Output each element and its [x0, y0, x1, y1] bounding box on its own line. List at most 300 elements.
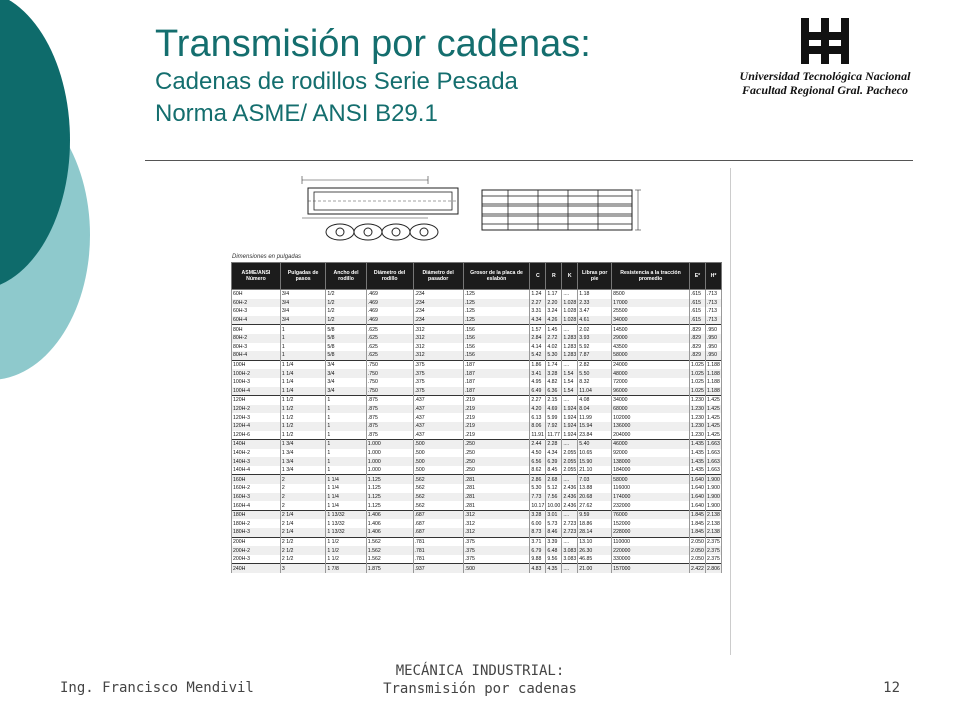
table-cell: .950 — [705, 351, 721, 360]
table-cell: 138000 — [612, 457, 690, 466]
table-cell: .234 — [413, 290, 463, 299]
table-cell: 3/4 — [326, 378, 366, 387]
table-cell: 3.31 — [530, 307, 546, 316]
table-cell: .829 — [689, 351, 705, 360]
table-cell: 200H-3 — [232, 555, 281, 564]
table-cell: 1.406 — [366, 519, 413, 528]
table-cell: .437 — [413, 413, 463, 422]
table-cell: 2.050 — [690, 547, 704, 554]
table-cell: 2.68 — [546, 475, 562, 484]
table-cell: 204000 — [612, 431, 690, 440]
table-cell: .... — [562, 510, 578, 519]
table-cell: .312 — [413, 351, 463, 360]
table-cell: 1.435 — [690, 449, 704, 456]
table-cell: .375 — [413, 387, 463, 396]
table-cell: 1.924 — [563, 414, 577, 421]
table-cell: 4.95 — [530, 378, 546, 387]
title-subtitle: Cadenas de rodillos Serie Pesada — [155, 68, 518, 95]
table-cell: .156 — [463, 334, 530, 343]
table-cell: 8.73 — [530, 528, 546, 537]
table-row — [232, 449, 722, 458]
table-cell: 1.86 — [530, 360, 546, 369]
table-cell: 34000 — [612, 396, 690, 405]
table-cell: 1.562 — [366, 546, 413, 555]
table-cell: 1 — [280, 325, 325, 334]
table-cell: 3.28 — [530, 510, 546, 519]
table-cell: 180H-2 — [232, 519, 281, 528]
table-header-cell: Grosor de la placa de eslabón — [463, 263, 530, 290]
table-cell: 1.025 — [690, 370, 704, 377]
title-main: Transmisión por cadenas: — [155, 23, 591, 65]
table-cell: 136000 — [612, 422, 690, 431]
table-cell: 2.050 — [690, 538, 704, 545]
table-cell: 2.33 — [578, 299, 612, 308]
table-cell: 6.36 — [546, 387, 562, 396]
table-cell: .625 — [366, 351, 413, 360]
table-cell: 220000 — [612, 546, 690, 555]
table-cell: .437 — [413, 422, 463, 431]
table-cell: 1.663 — [706, 458, 720, 465]
table-cell: 6.49 — [530, 387, 546, 396]
table-cell: .375 — [463, 537, 530, 546]
table-cell: 2.138 — [706, 512, 720, 519]
table-cell: .219 — [463, 405, 530, 414]
table-cell: 24000 — [612, 360, 690, 369]
table-cell: 1 — [280, 334, 325, 343]
slide-number: 12 — [883, 680, 900, 696]
table-cell: .... — [562, 325, 578, 334]
table-cell: 1.435 — [690, 458, 704, 465]
table-cell: 1.845 — [690, 512, 704, 519]
table-cell: 1 7/8 — [326, 564, 366, 573]
footer-course — [370, 662, 590, 698]
table-cell: .281 — [463, 501, 530, 510]
table-header-cell: Diámetro del rodillo — [366, 263, 413, 290]
table-row — [232, 440, 722, 449]
table-header-cell: R — [546, 263, 562, 290]
table-cell: .562 — [413, 475, 463, 484]
table-cell: 1.900 — [706, 493, 720, 500]
table-cell: 120H-6 — [232, 431, 281, 440]
table-cell: 1 1/2 — [326, 555, 366, 564]
table-row — [232, 413, 722, 422]
table-cell: 8.06 — [530, 422, 546, 431]
table-cell: 3.083 — [563, 547, 577, 554]
table-cell: 2 1/4 — [280, 510, 325, 519]
table-cell: .... — [562, 290, 578, 299]
table-cell: 1 — [326, 405, 366, 414]
table-cell: .625 — [366, 325, 413, 334]
table-row — [232, 343, 722, 352]
table-cell: .500 — [413, 457, 463, 466]
table-cell: 1.188 — [706, 379, 720, 386]
table-cell: 4.14 — [530, 343, 546, 352]
table-cell: .625 — [366, 334, 413, 343]
table-cell: 174000 — [612, 493, 690, 502]
table-cell: 2.44 — [530, 440, 546, 449]
table-cell: 1.000 — [366, 449, 413, 458]
table-cell: 1 — [280, 343, 325, 352]
table-cell: 1 1/4 — [280, 360, 325, 369]
table-cell: 7.03 — [578, 475, 612, 484]
table-cell: .... — [562, 440, 578, 449]
table-cell: .... — [562, 360, 578, 369]
table-cell: 1/2 — [326, 290, 366, 299]
table-cell: 4.35 — [546, 564, 562, 573]
table-cell: 2.82 — [578, 360, 612, 369]
table-cell: 1.283 — [563, 335, 577, 342]
table-row — [232, 405, 722, 414]
table-cell: 1 — [326, 440, 366, 449]
table-cell: 200H-2 — [232, 546, 281, 555]
table-cell: 3/4 — [326, 360, 366, 369]
table-row — [232, 325, 722, 334]
table-cell: 15.90 — [578, 457, 612, 466]
table-cell: 1 13/32 — [326, 510, 366, 519]
footer-course-line1: MECÁNICA INDUSTRIAL: — [395, 663, 565, 679]
table-cell: 4.34 — [546, 449, 562, 458]
table-cell: 2.86 — [530, 475, 546, 484]
table-cell: .625 — [366, 343, 413, 352]
table-cell: 120H-4 — [232, 422, 281, 431]
table-row — [232, 537, 722, 546]
table-cell: 6.56 — [530, 457, 546, 466]
table-cell: 9.59 — [578, 510, 612, 519]
table-cell: .875 — [366, 413, 413, 422]
table-cell: 1.924 — [563, 406, 577, 413]
table-cell: 7.92 — [546, 422, 562, 431]
table-cell: .937 — [413, 564, 463, 573]
table-cell: 5.30 — [546, 351, 562, 360]
table-cell: 68000 — [612, 405, 690, 414]
table-cell: 100H-3 — [232, 378, 281, 387]
table-cell: 140H-2 — [232, 449, 281, 458]
table-cell: 102000 — [612, 413, 690, 422]
table-cell: 1 3/4 — [280, 449, 325, 458]
table-cell: 34000 — [612, 316, 690, 325]
table-cell: 1.562 — [366, 537, 413, 546]
table-cell: 1/2 — [326, 299, 366, 308]
table-cell: 1.24 — [530, 290, 546, 299]
table-cell: 120H — [232, 396, 281, 405]
table-cell: 1 — [280, 351, 325, 360]
table-cell: 2 — [280, 484, 325, 493]
units-caption: Dimensiones en pulgadas — [232, 254, 302, 260]
table-cell: 1.18 — [578, 290, 612, 299]
table-cell: 1 1/2 — [280, 396, 325, 405]
table-row — [232, 475, 722, 484]
table-cell: 1.000 — [366, 440, 413, 449]
table-cell: 15.94 — [578, 422, 612, 431]
table-cell: .469 — [366, 290, 413, 299]
table-cell: 2.806 — [706, 565, 720, 572]
table-cell: 5/8 — [326, 351, 366, 360]
table-cell: .687 — [413, 519, 463, 528]
table-cell: .562 — [413, 501, 463, 510]
table-cell: 1 1/2 — [280, 405, 325, 414]
table-cell: 2 1/2 — [280, 555, 325, 564]
table-cell: 1.900 — [706, 502, 720, 509]
table-row — [232, 564, 722, 573]
table-cell: .375 — [413, 369, 463, 378]
table-cell: 120H-2 — [232, 405, 281, 414]
table-cell: 20.68 — [578, 493, 612, 502]
table-cell: .615 — [689, 307, 705, 316]
table-cell: .713 — [705, 290, 721, 299]
table-cell: .... — [562, 537, 578, 546]
table-cell: 1 13/32 — [326, 519, 366, 528]
table-cell: 3.71 — [530, 537, 546, 546]
table-cell: 46.85 — [578, 555, 612, 564]
table-cell: 1.45 — [546, 325, 562, 334]
table-cell: .281 — [463, 484, 530, 493]
table-cell: 5/8 — [326, 343, 366, 352]
table-row — [232, 307, 722, 316]
table-cell: 1.562 — [366, 555, 413, 564]
table-cell: 160H — [232, 475, 281, 484]
table-cell: 140H — [232, 440, 281, 449]
table-cell: 1 1/2 — [326, 537, 366, 546]
table-cell: 1.025 — [690, 362, 704, 369]
table-cell: 3.24 — [546, 307, 562, 316]
table-cell: 1.924 — [563, 423, 577, 430]
table-cell: 2.375 — [706, 547, 720, 554]
table-cell: .219 — [463, 431, 530, 440]
table-cell: 10.65 — [578, 449, 612, 458]
table-cell: .281 — [463, 493, 530, 502]
table-cell: 1.188 — [706, 370, 720, 377]
table-cell: 200H — [232, 537, 281, 546]
table-cell: 2.723 — [563, 529, 577, 536]
table-cell: .750 — [366, 387, 413, 396]
table-cell: 5/8 — [326, 325, 366, 334]
table-cell: 13.88 — [578, 484, 612, 493]
table-row — [232, 484, 722, 493]
table-cell: 4.69 — [546, 405, 562, 414]
table-cell: 232000 — [612, 501, 690, 510]
table-row — [232, 299, 722, 308]
table-cell: 1.125 — [366, 501, 413, 510]
table-cell: 5.50 — [578, 369, 612, 378]
table-cell: .829 — [689, 325, 705, 334]
table-cell: 1.640 — [690, 493, 704, 500]
table-row — [232, 378, 722, 387]
table-cell: 8.62 — [530, 466, 546, 475]
table-cell: 4.50 — [530, 449, 546, 458]
table-cell: 18.86 — [578, 519, 612, 528]
table-cell: 1 1/4 — [280, 369, 325, 378]
utn-logo-icon — [797, 18, 853, 64]
table-cell: 9.88 — [530, 555, 546, 564]
table-cell: .187 — [463, 387, 530, 396]
table-cell: 2.72 — [546, 334, 562, 343]
table-cell: 1.028 — [563, 317, 577, 324]
table-cell: .615 — [689, 299, 705, 308]
table-cell: 1.425 — [706, 431, 720, 438]
table-row — [232, 466, 722, 475]
table-cell: 1.000 — [366, 457, 413, 466]
table-row — [232, 422, 722, 431]
table-cell: 1 3/4 — [280, 466, 325, 475]
table-cell: 3 — [280, 564, 325, 573]
table-cell: 1.57 — [530, 325, 546, 334]
table-cell: .713 — [705, 316, 721, 325]
table-row — [232, 501, 722, 510]
table-cell: .781 — [413, 555, 463, 564]
table-cell: 4.61 — [578, 316, 612, 325]
table-header-cell: E* — [689, 263, 705, 290]
table-cell: .187 — [463, 378, 530, 387]
table-cell: 1.435 — [690, 441, 704, 448]
table-cell: .375 — [463, 546, 530, 555]
table-cell: 80H-2 — [232, 334, 281, 343]
chain-spec-table — [231, 262, 722, 573]
table-header-cell: C — [530, 263, 546, 290]
table-cell: 1.17 — [546, 290, 562, 299]
table-cell: 1.283 — [563, 352, 577, 359]
table-cell: 1 1/4 — [280, 378, 325, 387]
table-cell: 157000 — [612, 564, 690, 573]
table-cell: 1/2 — [326, 316, 366, 325]
table-cell: .187 — [463, 369, 530, 378]
table-cell: 6.79 — [530, 546, 546, 555]
footer-author: Ing. Francisco Mendivil — [60, 680, 254, 696]
chain-spec-figure — [228, 168, 731, 655]
table-cell: 72000 — [612, 378, 690, 387]
table-cell: 160H-3 — [232, 493, 281, 502]
table-cell: .125 — [463, 290, 530, 299]
table-cell: 21.10 — [578, 466, 612, 475]
table-cell: 2.436 — [563, 485, 577, 492]
table-header-cell: K — [562, 263, 578, 290]
table-cell: 1 — [326, 466, 366, 475]
table-cell: 1 1/2 — [280, 431, 325, 440]
table-cell: .562 — [413, 493, 463, 502]
table-cell: 228000 — [612, 528, 690, 537]
table-cell: 2.138 — [706, 520, 720, 527]
table-cell: 1.425 — [706, 423, 720, 430]
table-row — [232, 510, 722, 519]
table-cell: 1 1/4 — [326, 493, 366, 502]
table-cell: .234 — [413, 316, 463, 325]
table-cell: .875 — [366, 431, 413, 440]
table-cell: .234 — [413, 307, 463, 316]
table-cell: 23.84 — [578, 431, 612, 440]
table-cell: 4.20 — [530, 405, 546, 414]
table-row — [232, 316, 722, 325]
table-cell: 96000 — [612, 387, 690, 396]
table-cell: 3.39 — [546, 537, 562, 546]
table-cell: 1/2 — [326, 307, 366, 316]
table-cell: 1 — [326, 449, 366, 458]
table-cell: .281 — [463, 475, 530, 484]
table-cell: .187 — [463, 360, 530, 369]
table-cell: 180H-3 — [232, 528, 281, 537]
table-cell: 2.02 — [578, 325, 612, 334]
table-cell: 1.230 — [690, 414, 704, 421]
footer-course-line2: Transmisión por cadenas — [383, 681, 577, 697]
table-cell: 1.924 — [563, 431, 577, 438]
table-cell: 3.47 — [578, 307, 612, 316]
table-row — [232, 493, 722, 502]
table-cell: 1.663 — [706, 441, 720, 448]
table-cell: .750 — [366, 378, 413, 387]
table-cell: 1.025 — [690, 387, 704, 394]
table-header-cell: Libras por pie — [578, 263, 612, 290]
table-cell: .312 — [463, 519, 530, 528]
table-cell: 6.00 — [530, 519, 546, 528]
table-cell: 2.436 — [563, 502, 577, 509]
table-row — [232, 334, 722, 343]
table-cell: .750 — [366, 360, 413, 369]
table-cell: .250 — [463, 457, 530, 466]
table-cell: 7.73 — [530, 493, 546, 502]
table-cell: 120H-3 — [232, 413, 281, 422]
table-row — [232, 431, 722, 440]
table-cell: 3.93 — [578, 334, 612, 343]
table-cell: .469 — [366, 316, 413, 325]
table-cell: 10.17 — [531, 502, 545, 509]
table-cell: 60H-3 — [232, 307, 281, 316]
table-header-cell: Diámetro del pasador — [413, 263, 463, 290]
table-cell: 2.422 — [690, 565, 704, 572]
table-cell: 2.20 — [546, 299, 562, 308]
table-cell: 2.27 — [530, 396, 546, 405]
table-cell: 1.230 — [690, 406, 704, 413]
table-cell: 5.99 — [546, 413, 562, 422]
table-cell: 5.30 — [530, 484, 546, 493]
table-cell: 1.125 — [366, 493, 413, 502]
table-cell: .500 — [413, 466, 463, 475]
table-cell: 43500 — [612, 343, 690, 352]
table-cell: 17000 — [612, 299, 690, 308]
table-cell: 21.00 — [578, 564, 612, 573]
table-header-cell: ASME/ANSI Número — [232, 263, 281, 290]
table-cell: 13.10 — [578, 537, 612, 546]
table-cell: 48000 — [612, 369, 690, 378]
table-cell: .781 — [413, 546, 463, 555]
table-cell: .562 — [413, 484, 463, 493]
table-cell: .781 — [413, 537, 463, 546]
table-cell: 9.56 — [546, 555, 562, 564]
table-cell: 140H-3 — [232, 457, 281, 466]
table-cell: .250 — [463, 440, 530, 449]
table-cell: 1.230 — [690, 397, 704, 404]
table-header-cell: Resistencia a la tracción promedio — [612, 263, 690, 290]
table-cell: 2.050 — [690, 556, 704, 563]
table-cell: 3/4 — [280, 299, 325, 308]
table-row — [232, 546, 722, 555]
table-cell: 1.74 — [546, 360, 562, 369]
table-cell: 3.01 — [546, 510, 562, 519]
table-cell: 2.375 — [706, 556, 720, 563]
table-cell: 76000 — [612, 510, 690, 519]
table-cell: 4.26 — [546, 316, 562, 325]
table-cell: 1.875 — [366, 564, 413, 573]
table-cell: 1.900 — [706, 485, 720, 492]
table-cell: 1.640 — [690, 485, 704, 492]
table-cell: 8.46 — [546, 528, 562, 537]
table-cell: 80H-3 — [232, 343, 281, 352]
table-cell: 116000 — [612, 484, 690, 493]
table-cell: .687 — [413, 528, 463, 537]
table-cell: 1.283 — [563, 343, 577, 350]
table-cell: 1 — [326, 422, 366, 431]
table-row — [232, 555, 722, 564]
table-cell: 58000 — [612, 351, 690, 360]
table-cell: 3/4 — [280, 290, 325, 299]
table-cell: .875 — [366, 422, 413, 431]
